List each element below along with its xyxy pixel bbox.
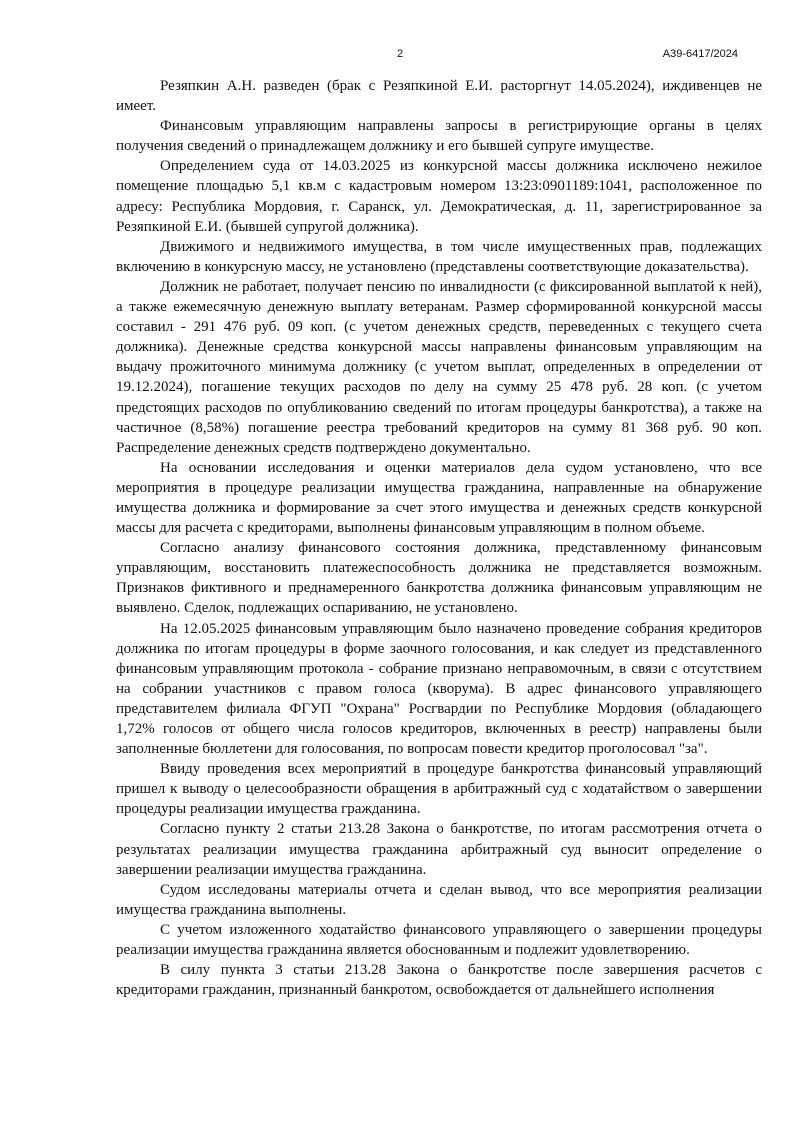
paragraph: Определением суда от 14.03.2025 из конкурсной массы должника исключено нежилое помещение площадью 5,1 кв.м с кадастровым номером 13:23:0901189:1041, расположенное по адресу: Республика Мордовия, г. Саранск, ул. Демократическая, д. 11, зарегистрированное за Резяпкиной Е.И. (бывшей супругой должника).: [116, 158, 762, 235]
paragraph: Согласно пункту 2 статьи 213.28 Закона о банкротстве, по итогам рассмотрения отчета о результатах реализации имущества гражданина арбитражный суд выносит определение о завершении реализации имущества гражданина.: [116, 821, 762, 878]
paragraph: Движимого и недвижимого имущества, в том числе имущественных прав, подлежащих включению в конкурсную массу, не установлено (представлены соответствующие доказательства).: [116, 238, 762, 275]
paragraph: С учетом изложенного ходатайство финансового управляющего о завершении процедуры реализации имущества гражданина является обоснованным и подлежит удовлетворению.: [116, 921, 762, 959]
paragraph: На основании исследования и оценки материалов дела судом установлено, что все мероприятия в процедуре реализации имущества гражданина, направленные на обнаружение имущества должника и формирование за счет этого имущества и денежных средств конкурсной массы для расчета с кредиторами, выполнены финансовым управляющим в полном объеме.: [116, 459, 762, 537]
paragraph: Ввиду проведения всех мероприятий в процедуре банкротства финансовый управляющий пришел к выводу о целесообразности обращения в арбитражный суд с ходатайством о завершении процедуры реализации имущества гражданина.: [116, 761, 762, 818]
paragraph: Финансовым управляющим направлены запросы в регистрирующие органы в целях получения сведений о принадлежащем должнику и его бывшей супруге имуществе.: [116, 118, 762, 155]
paragraph: На 12.05.2025 финансовым управляющим было назначено проведение собрания кредиторов должника по итогам процедуры в форме заочного голосования, и как следует из представленного финансовым управляющим протокола - собрание признано неправомочным, в связи с отсутствием на собрании участников с правом голоса (кворума). В адрес финансового управляющего представителем филиала ФГУП "Охрана" Росгвардии по Республике Мордовия (обладающего 1,72% голосов от общего числа голосов кредиторов, включенных в реестр) направлены были заполненные бюллетени для голосования, по вопросам повести кредитор проголосовал "за".: [116, 620, 762, 758]
paragraph: В силу пункта 3 статьи 213.28 Закона о банкротстве после завершения расчетов с кредиторами гражданин, признанный банкротом, освобождается от дальнейшего исполнения: [116, 962, 762, 999]
document-body: [116, 76, 762, 1000]
page-number: 2: [396, 48, 404, 60]
paragraph: Резяпкин А.Н. разведен (брак с Резяпкиной Е.И. расторгнут 14.05.2024), иждивенцев не имеет.: [116, 78, 762, 115]
paragraph: Согласно анализу финансового состояния должника, представленному финансовым управляющим, восстановить платежеспособность должника не представляется возможным. Признаков фиктивного и преднамеренного банкротства должника финансовым управляющим не выявлено. Сделок, подлежащих оспариванию, не установлено.: [116, 540, 762, 617]
case-number: А39-6417/2024: [662, 48, 738, 60]
paragraph: Должник не работает, получает пенсию по инвалидности (с фиксированной выплатой к ней), а также ежемесячную денежную выплату ветеранам. Размер сформированной конкурсной массы составил - 291 476 руб. 09 коп. (с учетом денежных средств, переведенных с текущего счета должника). Денежные средства конкурсной массы направлены финансовым управляющим на выдачу прожиточного минимума должнику (с учетом выплат, определенных в определении от 19.12.2024), погашение текущих расходов по делу на сумму 25 478 руб. 28 коп. (с учетом предстоящих расходов по опубликованию сведений по итогам процедуры банкротства), а также на частичное (8,58%) погашение реестра требований кредиторов на сумму 81 368 руб. 90 коп. Распределение денежных средств подтверждено документально.: [116, 278, 762, 456]
paragraph: Судом исследованы материалы отчета и сделан вывод, что все мероприятия реализации имущества гражданина выполнены.: [116, 881, 762, 918]
